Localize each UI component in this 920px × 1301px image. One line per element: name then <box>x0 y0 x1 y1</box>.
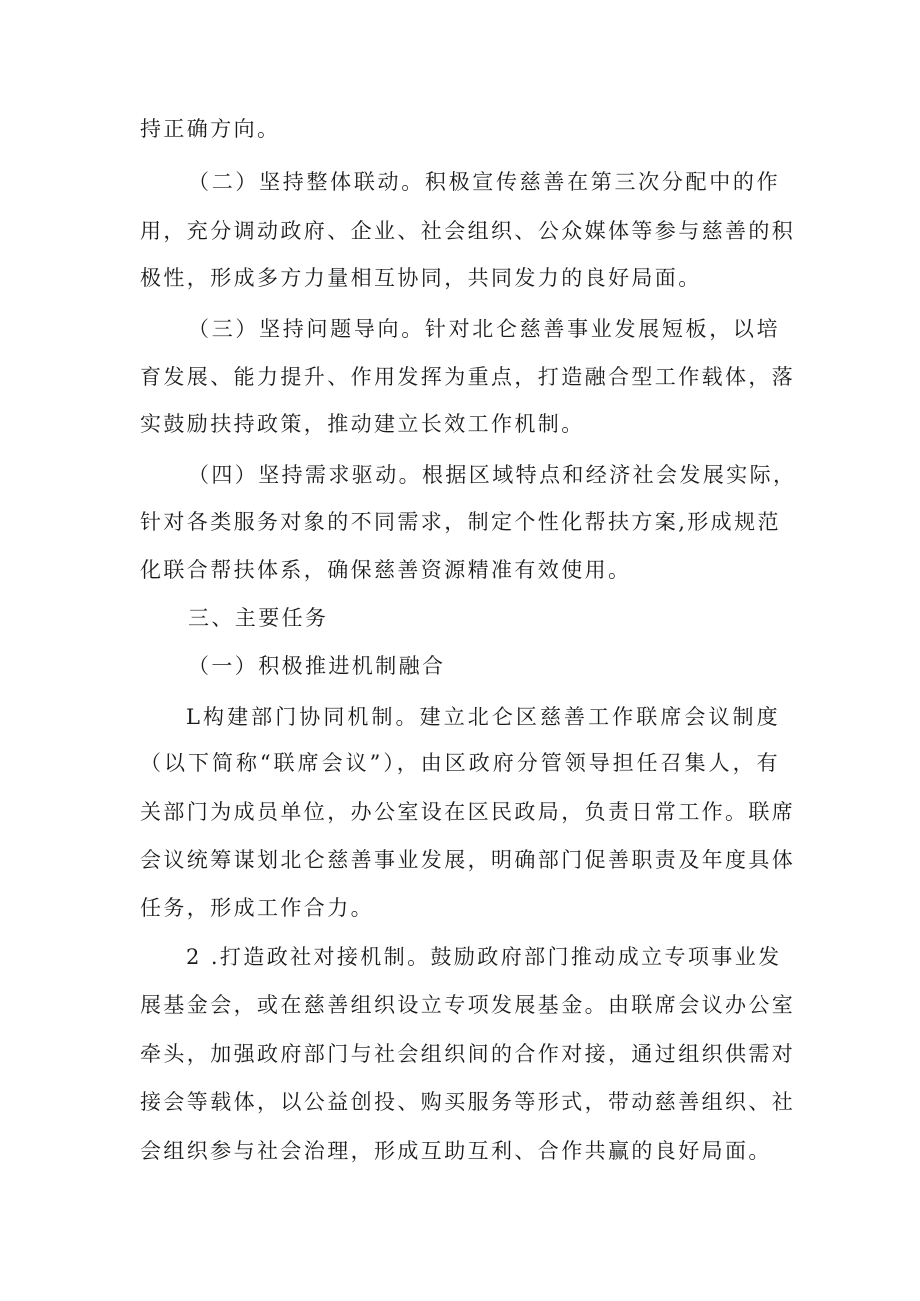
text-line: 2 .打造政社对接机制。鼓励政府部门推动成立专项事业发 <box>186 945 782 969</box>
text-line: （二）坚持整体联动。积极宣传慈善在第三次分配中的作 <box>188 170 780 194</box>
text-line: （三）坚持问题导向。针对北仑慈善事业发展短板，以培 <box>188 317 780 341</box>
text-line: 接会等载体，以公益创投、购买服务等形式，带动慈善组织、社 <box>140 1090 796 1114</box>
text-line: 用，充分调动政府、企业、社会组织、公众媒体等参与慈善的积 <box>140 219 796 243</box>
subsection-heading: （一）积极推进机制融合 <box>188 654 446 678</box>
text-line: 实鼓励扶持政策，推动建立长效工作机制。 <box>140 412 585 436</box>
section-heading: 三、主要任务 <box>188 606 329 630</box>
text-line: 针对各类服务对象的不同需求，制定个性化帮扶方案,形成规范 <box>140 510 781 534</box>
text-line: 牵头，加强政府部门与社会组织间的合作对接，通过组织供需对 <box>140 1042 796 1066</box>
text-line: 展基金会，或在慈善组织设立专项发展基金。由联席会议办公室 <box>140 993 796 1017</box>
text-line: 极性，形成多方力量相互协同，共同发力的良好局面。 <box>140 266 702 290</box>
text-line: 任务，形成工作合力。 <box>140 896 374 920</box>
text-line: 会议统筹谋划北仑慈善事业发展，明确部门促善职责及年度具体 <box>140 848 796 872</box>
text-line: L构建部门协同机制。建立北仑区慈善工作联席会议制度 <box>186 705 780 729</box>
text-line: （四）坚持需求驱动。根据区域特点和经济社会发展实际， <box>188 463 797 487</box>
text-line: 化联合帮扶体系，确保慈善资源精准有效使用。 <box>140 558 632 582</box>
text-line: 育发展、能力提升、作用发挥为重点，打造融合型工作载体，落 <box>140 365 796 389</box>
text-line: 持正确方向。 <box>140 117 281 141</box>
text-line: 会组织参与社会治理，形成互助互利、合作共赢的良好局面。 <box>140 1139 772 1163</box>
text-line: 关部门为成员单位，办公室设在区民政局，负责日常工作。联席 <box>140 800 796 824</box>
text-line: （以下简称“联席会议”），由区政府分管领导担任召集人，有 <box>140 751 780 775</box>
